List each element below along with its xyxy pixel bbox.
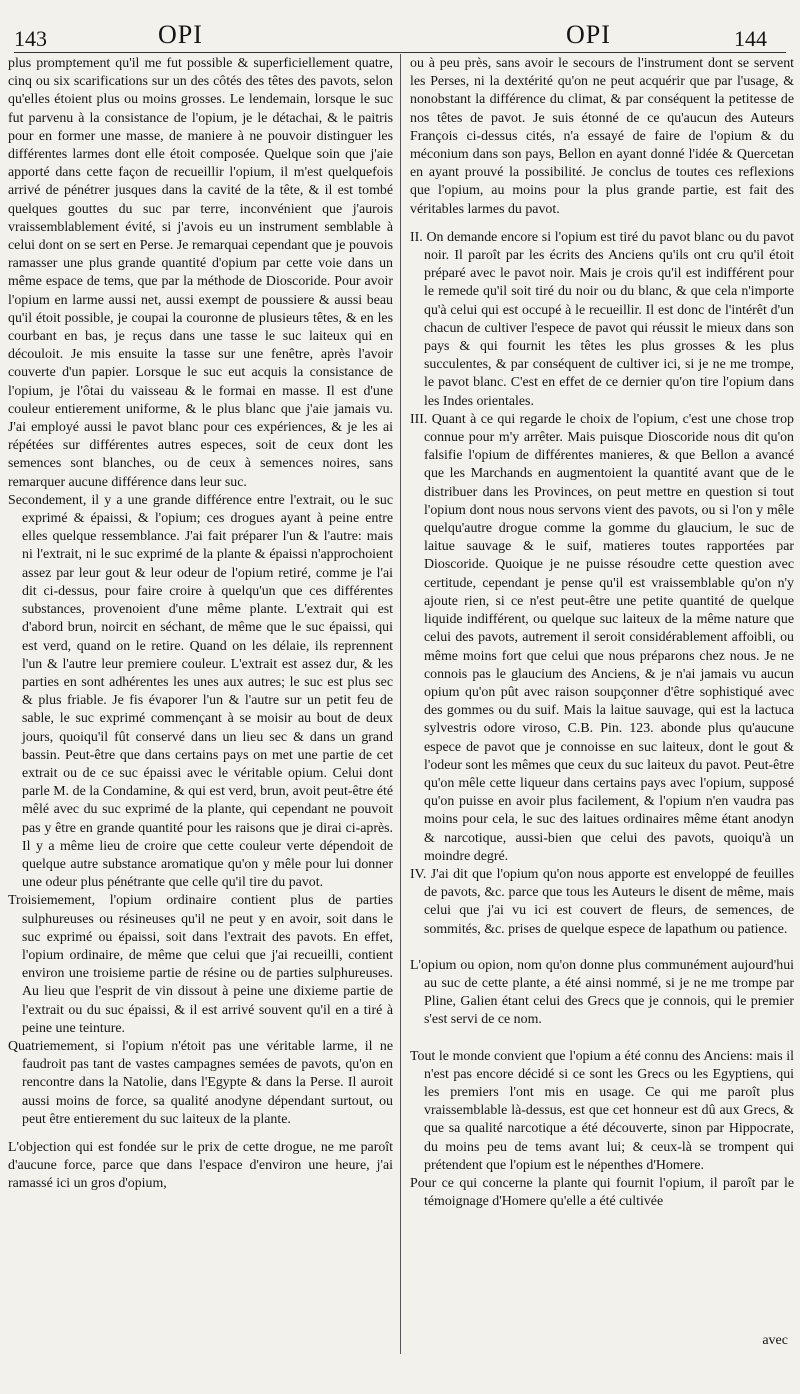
left-column (8, 55, 393, 1194)
left-running-head: OPI (158, 20, 203, 49)
right-column (410, 55, 794, 1211)
paragraph-plant: Pour ce qui concerne la plante qui fournit l'opium, il paroît par le témoignage d'Homere qu'elle a été cultivée (410, 1175, 794, 1210)
paragraph-continuation: ou à peu près, sans avoir le secours de l'instrument dont se servent les Perses, ni la dextérité qu'on ne peut acquérir que par l'usage, & nonobstant la différence du climat, & par conséquent la petitesse de nos têtes de pavot. Je suis étonné de ce qu'aucun des Auteurs François ci-dessus cités, n'a essayé de faire de l'opium & du méconium dans son pays, Bellon en ayant donné l'idée & Quercetan en ayant prouvé la possibilité. Je conclus de toutes ces reflexions que l'opium, au moins pour la plus grande partie, est fait des véritables larmes du pavot. (410, 56, 794, 217)
left-page-number: 143 (14, 26, 47, 51)
right-running-head: OPI (566, 20, 611, 49)
paragraph-troisiemement: Troisiemement, l'opium ordinaire contient plus de parties sulphureuses ou résineuses qu'il ne peut y en avoir, soit dans le suc exprimé ou épaissi, soit dans l'extrait des pavots. En effet, l'opium ordinaire, de même que celui que j'ai recueilli, contient environ une troisieme partie de résine ou de parties sulphureuses. Au lieu que l'esprit de vin dissout à peine une dixieme partie de l'extrait ou du suc épaissi, & il est arrivé souvent qu'il en a tiré à peine une teinture. (8, 893, 393, 1036)
paragraph-section-iv: IV. J'ai dit que l'opium qu'on nous apporte est enveloppé de feuilles de pavots, &c. parce que tous les Auteurs le disent de même, mais celui que j'ai vu ici est couvert de fleurs, de semences, de sommités, &c. prises de quelque espece de lapathum ou patience. (410, 866, 794, 937)
column-divider (400, 54, 401, 1354)
paragraph-section-iii: III. Quant à ce qui regarde le choix de l'opium, c'est une chose trop connue pour m'y arrêter. Mais puisque Dioscoride nous dit qu'on falsifie l'opium de différentes manieres, & que Bellon a avancé que les Marchands en augmentoient la quantité avant que de le distribuer dans les Provinces, on peut mettre en question si tout l'opium dont nous nous servons vient des pavots, ou si l'on y mêle quelqu'autre drogue comme la gomme du glaucium, le suc de laitue sauvage & le suif, matieres toutes rapportées par Dioscoride. Quoique je ne puisse résoudre cette question avec certitude, cependant je pense qu'il est vraissemblable qu'on n'y ajoute rien, si ce n'est peut-être une petite quantité de quelque liquide indifférent, ou quelque suc laiteux de la même nature que celui des pavots, autrement il seroit considérablement affoibli, ou même moins fort que celui que nous préparons chez nous. Je ne connois pas le glaucium des Anciens, & je n'ai jamais vu aucun opium qu'on pût avec raison soupçonner d'être sophistiqué avec des gommes ou du suif. Mais la laitue sauvage, qui est la lactuca sylvestris odore viroso, C.B. Pin. 123. abonde plus qu'aucune espece de pavot que je connoisse en suc laiteux, dont le gout & l'odeur sont les mêmes que ceux du suc laiteux du pavot. Peut-être qu'on mêle cette liqueur dans certains pays avec l'opium, supposé qu'on puisse en avoir plus facilement, & l'opium n'en vaudra pas moins pour cela, le suc des laitues ordinaires même étant anodyn & narcotique, aussi-bien que celui des pavots, quoiqu'à un moindre degré. (410, 411, 794, 864)
paragraph-secondement: Secondement, il y a une grande différence entre l'extrait, ou le suc exprimé & épaissi, & l'opium; ces drogues ayant à peine entre elles quelque ressemblance. J'ai fait préparer l'un & l'autre: mais ni l'extrait, ni le suc exprimé de la plante & épaissi n'approchoient assez par leur gout & leur odeur de l'opium retiré, comme je l'ai dit ci-dessus, pour faire croire à quelqu'un que ces différentes substances, provenoient d'une même plante. L'extrait qui est d'abord brun, noircit en séchant, de même que le suc épaissi, qui est verd, quand on le retire. Quand on les délaie, ils reprennent l'un & l'autre leur premiere couleur. L'extrait est assez dur, & les parties en sont adhérentes les unes aux autres; le suc est plus sec & plus friable. Je fis évaporer l'un & l'autre sur un petit feu de sable, le suc exprimé commençant à se moisir au bout de deux jours, quoiqu'il fût conservé dans un lieu sec & dans un grand bassin. Peut-être que dans certains pays on met une partie de cet extrait ou de ce suc épaissi avec le véritable opium. Celui dont parle M. de la Condamine, & qui est verd, brun, avoit peut-être été mêlé avec du suc exprimé de la plante, qui cependant ne pouvoit pas y être en grande quantité pour les raisons que je dirai ci-après. Il y a même lieu de croire que cette couleur verte dépendoit de quelque autre substance aromatique qu'on y mêle pour lui donner une odeur plus pénétrante que celle qu'il tire du pavot. (8, 492, 393, 891)
right-page-number: 144 (734, 26, 767, 51)
header-rule (14, 52, 786, 53)
catchword: avec (762, 1333, 788, 1348)
paragraph-opium-name: L'opium ou opion, nom qu'on donne plus communément aujourd'hui au suc de cette plante, a été ainsi nommé, si je ne me trompe par Pline, Galien étant celui des Grecs que je connois, qui le premier s'est servi de ce nom. (410, 957, 794, 1028)
paragraph-quatriemement: Quatriemement, si l'opium n'étoit pas une véritable larme, il ne faudroit pas tant de vastes campagnes semées de pavots, qu'on en rencontre dans la Natolie, dans l'Egypte & dans la Perse. Il auroit aussi moins de force, sa qualité anodyne dépendant surtout, ou peut être entierement du suc laiteux de la plante. (8, 1038, 393, 1127)
paragraph-ancients: Tout le monde convient que l'opium a été connu des Anciens: mais il n'est pas encore décidé si ce sont les Grecs ou les Egyptiens, qui les premiers l'ont mis en usage. Ce qui me paroît plus vraissemblable là-dessus, est que cet honneur est dû aux Grecs, & que sa qualité narcotique a été découverte, sinon par Hippocrate, du moins peu de tems avant lui; & ceux-là se trompent qui prétendent que l'opium est le népenthes d'Homere. (410, 1048, 794, 1173)
paragraph-opium-collection: plus promptement qu'il me fut possible & superficiellement quatre, cinq ou six scarifications sur un des côtés des têtes des pavots, selon qu'elles étoient plus ou moins grosses. Le lendemain, lorsque le suc fut parvenu à la consistance de l'opium, je le détachai, & le paitris pour en former une masse, de maniere à ne pouvoir distinguer les différentes larmes dont elle étoit composée. Quelque soin que j'aie apporté dans cette façon de recueillir l'opium, il m'est quelquefois arrivé de pénétrer jusques dans la cavité de la tête, & il est tombé quelques gouttes du suc par terre, inconvénient que j'aurois vraissemblablement évité, si j'avois eu un instrument semblable à celui dont on se sert en Perse. Je remarquai cependant que je pouvois ramasser une plus grande quantité d'opium par cette voie dans un même espace de tems, que par la méthode de Dioscoride. Pour avoir l'opium en larme aussi net, aussi exempt de poussiere & aussi beau qu'il étoit possible, je coupai la couronne de plusieurs têtes, & en les courbant en bas, je reçus dans une tasse le suc laiteux qui en découloit. Je mis ensuite la tasse sur une fenêtre, après l'avoir couverte d'un papier. Lorsque le suc eut acquis la consistance de l'opium, je l'ôtai du vaisseau & le formai en masse. Il est d'une couleur entierement uniforme, & le plus blanc que j'aie jamais vu. J'ai employé aussi le pavot blanc pour ces expériences, & je les ai répétées sur différentes autres especes, soit de ceux dont les semences sont blanches, ou de ceux à semences noires, sans remarquer aucune différence dans leur suc. (8, 56, 393, 490)
paragraph-section-ii: II. On demande encore si l'opium est tiré du pavot blanc ou du pavot noir. Il paroît par les écrits des Anciens qu'ils ont cru qu'il étoit préparé avec le pavot noir. Mais je crois qu'il est indifférent pour le remede qu'il soit tiré du noir ou du blanc, & que cela n'importe qu'à celui qui est occupé à le recueillir. Il est donc de l'intérêt d'un chacun de cultiver l'espece de pavot qui réussit le mieux dans son pays & qui fournit les têtes les plus grosses & les plus succulentes, & par conséquent de cultiver ici, si je ne me trompe, le pavot blanc. C'est en effet de ce dernier qu'on tire l'opium dans les Indes orientales. (410, 229, 794, 409)
paragraph-objection: L'objection qui est fondée sur le prix de cette drogue, ne me paroît d'aucune force, parce que dans l'espace d'environ une heure, j'ai ramassé ici un gros d'opium, (8, 1139, 393, 1192)
